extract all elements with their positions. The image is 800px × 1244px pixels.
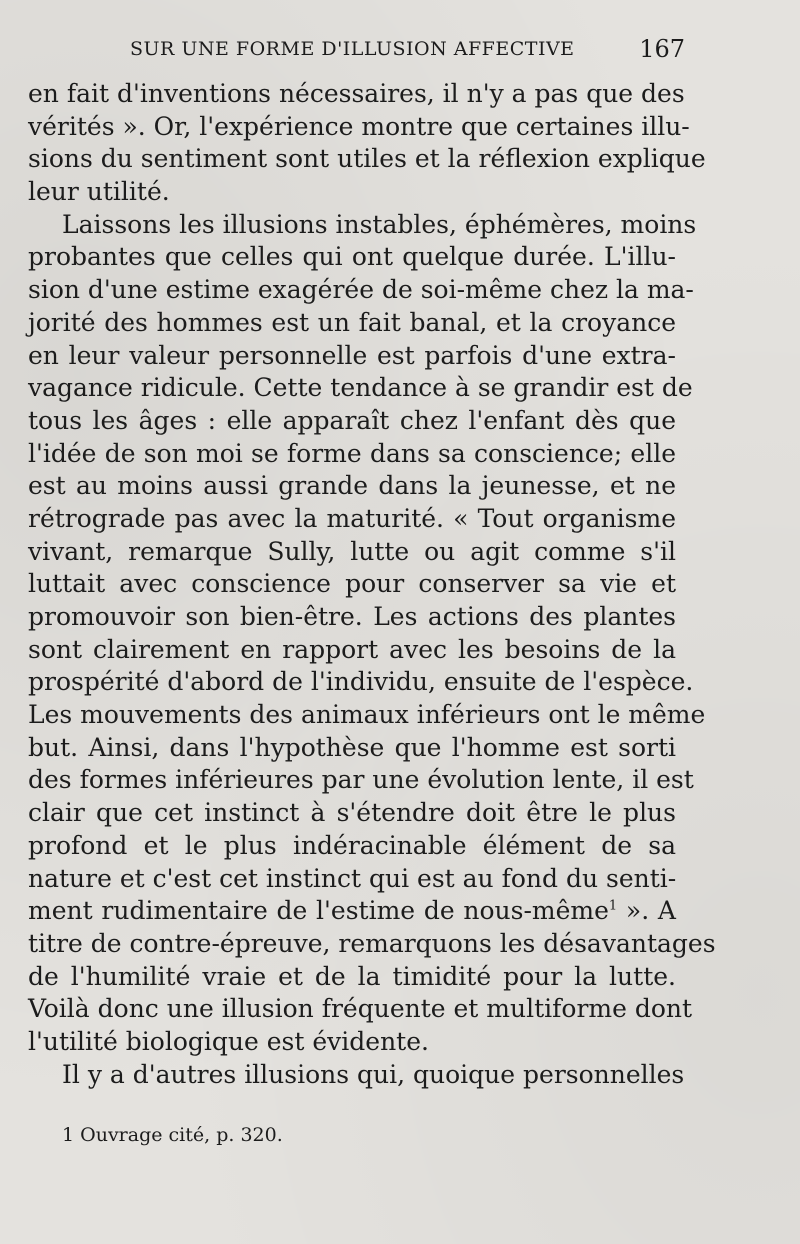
text-fragment: ». A xyxy=(617,896,676,926)
text-line: est au moins aussi grande dans la jeunesse, et ne xyxy=(28,471,676,501)
body-text xyxy=(28,78,716,1091)
text-line: nature et c'est cet instinct qui est au fond du senti- xyxy=(28,863,677,893)
text-line: probantes que celles qui ont quelque durée. L'illu- xyxy=(28,242,676,272)
text-line: l'idée de son moi se forme dans sa conscience; elle xyxy=(28,438,676,468)
footnote: 1 Ouvrage cité, p. 320. xyxy=(62,1124,283,1146)
text-line: tous les âges : elle apparaît chez l'enfant dès que xyxy=(28,405,676,435)
text-line: vagance ridicule. Cette tendance à se grandir est de xyxy=(28,373,693,403)
text-line: sions du sentiment sont utiles et la réflexion explique xyxy=(28,144,706,174)
text-line: but. Ainsi, dans l'hypothèse que l'homme est sorti xyxy=(28,732,676,762)
text-line: jorité des hommes est un fait banal, et la croyance xyxy=(28,307,676,337)
text-line: en fait d'inventions nécessaires, il n'y a pas que des xyxy=(28,79,685,108)
text-line: Voilà donc une illusion fréquente et multiforme dont xyxy=(28,994,693,1024)
running-head xyxy=(130,35,685,68)
paragraph-start-line: Laissons les illusions instables, éphémères, moins xyxy=(62,209,697,239)
text-line-with-footnote-ref xyxy=(28,895,676,928)
running-title: SUR UNE FORME D'ILLUSION AFFECTIVE xyxy=(130,38,575,60)
text-line: leur utilité. xyxy=(28,177,170,207)
text-line: luttait avec conscience pour conserver sa vie et xyxy=(28,569,676,599)
text-line: des formes inférieures par une évolution lente, il est xyxy=(28,765,694,795)
page-number: 167 xyxy=(639,35,685,63)
text-line: titre de contre-épreuve, remarquons les désavantages xyxy=(28,928,716,958)
paragraph-start-line: Il y a d'autres illusions qui, quoique personnelles xyxy=(62,1059,685,1089)
text-line: promouvoir son bien-être. Les actions des plantes xyxy=(28,602,676,631)
text-line: en leur valeur personnelle est parfois d'une extra- xyxy=(28,340,676,370)
text-line: rétrograde pas avec la maturité. « Tout organisme xyxy=(28,503,676,533)
text-line: vérités ». Or, l'expérience montre que certaines illu- xyxy=(28,111,690,141)
text-fragment: ment rudimentaire de l'estime de nous-même xyxy=(28,896,609,926)
text-line: clair que cet instinct à s'étendre doit être le plus xyxy=(28,798,676,828)
text-line: Les mouvements des animaux inférieurs ont le même xyxy=(28,700,706,730)
text-line: sion d'une estime exagérée de soi-même chez la ma- xyxy=(28,275,694,305)
text-line: de l'humilité vraie et de la timidité pour la lutte. xyxy=(28,961,676,991)
text-line: profond et le plus indéracinable élément de sa xyxy=(28,830,676,860)
text-line: l'utilité biologique est évidente. xyxy=(28,1026,429,1056)
text-line: vivant, remarque Sully, lutte ou agit comme s'il xyxy=(28,536,676,566)
text-line: prospérité d'abord de l'individu, ensuite de l'espèce. xyxy=(28,667,694,697)
text-line: sont clairement en rapport avec les besoins de la xyxy=(28,634,676,664)
footnote-reference: 1 xyxy=(608,898,618,914)
